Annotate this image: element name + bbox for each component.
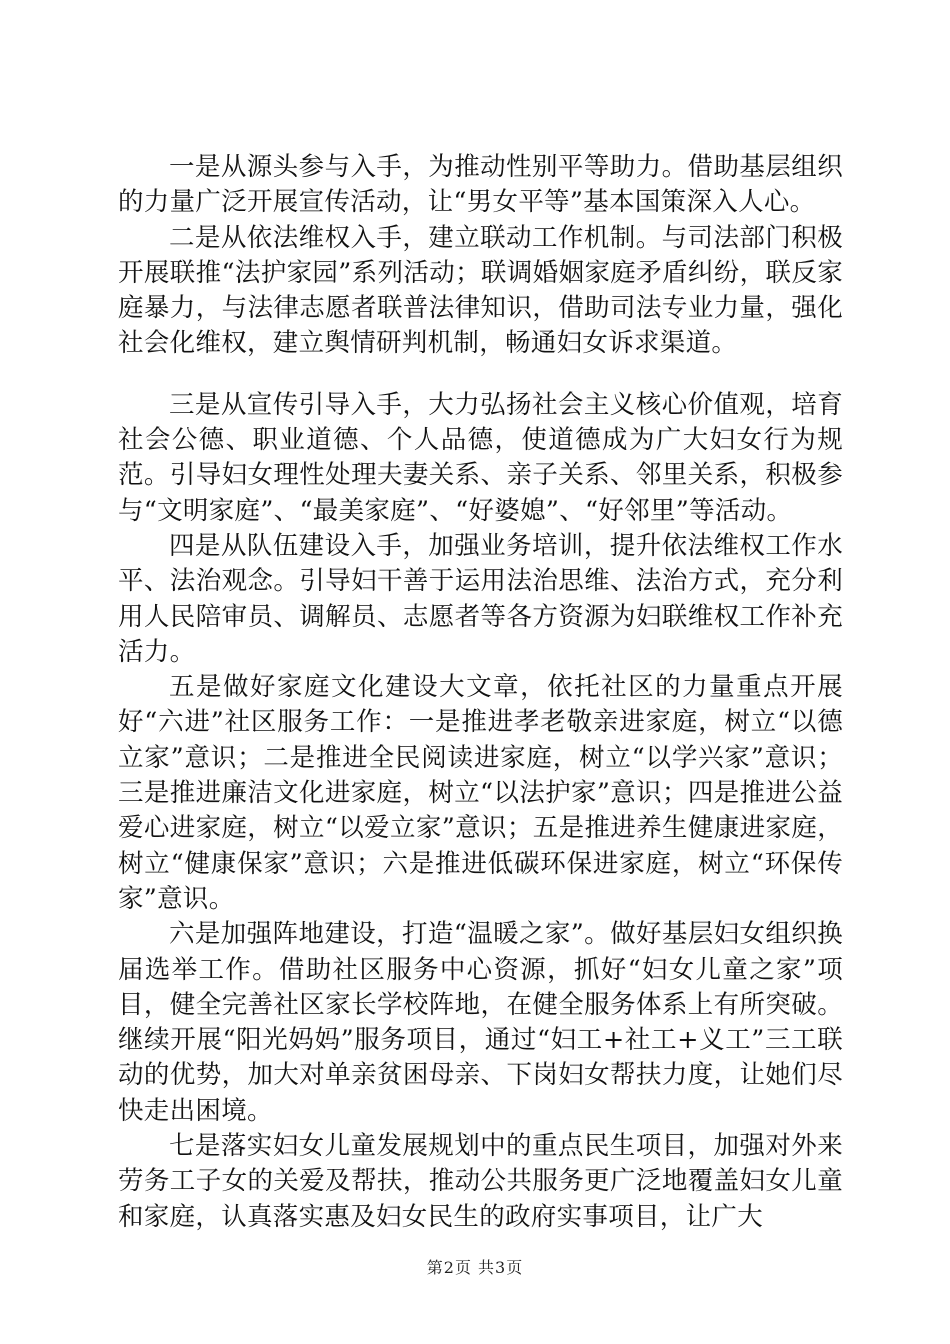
paragraph-4: 四是从队伍建设入手，加强业务培训，提升依法维权工作水平、法治观念。引导妇干善于运用法治思维、法治方式，充分利用人民陪审员、调解员、志愿者等各方资源为妇联维权工作补充活力。 — [118, 530, 843, 667]
paragraph-1: 一是从源头参与入手，为推动性别平等助力。借助基层组织的力量广泛开展宣传活动，让“男女平等”基本国策深入人心。 — [118, 152, 843, 218]
document-body — [118, 150, 843, 1235]
paragraph-5: 五是做好家庭文化建设大文章，依托社区的力量重点开展好“六进”社区服务工作：一是推进孝老敬亲进家庭，树立“以德立家”意识；二是推进全民阅读进家庭，树立“以学兴家”意识；三是推进廉洁文化进家庭，树立“以法护家”意识；四是推进公益爱心进家庭，树立“以爱立家”意识；五是推进养生健康进家庭，树立“健康保家”意识；六是推进低碳环保进家庭，树立“环保传家”意识。 — [118, 672, 843, 914]
paragraph-3: 三是从宣传引导入手，大力弘扬社会主义核心价值观，培育社会公德、职业道德、个人品德，使道德成为广大妇女行为规范。引导妇女理性处理夫妻关系、亲子关系、邻里关系，积极参与“文明家庭”、“最美家庭”、“好婆媳”、“好邻里”等活动。 — [118, 389, 843, 526]
page-footer: 第2页 共3页 — [426, 1258, 524, 1277]
paragraph-2: 二是从依法维权入手，建立联动工作机制。与司法部门积极开展联推“法护家园”系列活动；联调婚姻家庭矛盾纠纷，联反家庭暴力，与法律志愿者联普法律知识，借助司法专业力量，强化社会化维权，建立舆情研判机制，畅通妇女诉求渠道。 — [118, 222, 843, 359]
paragraph-6: 六是加强阵地建设，打造“温暖之家”。做好基层妇女组织换届选举工作。借助社区服务中心资源，抓好“妇女儿童之家”项目，健全完善社区家长学校阵地，在健全服务体系上有所突破。继续开展“阳光妈妈”服务项目，通过“妇工+社工+义工”三工联动的优势，加大对单亲贫困母亲、下岗妇女帮扶力度，让她们尽快走出困境。 — [118, 919, 843, 1126]
paragraph-7: 七是落实妇女儿童发展规划中的重点民生项目，加强对外来劳务工子女的关爱及帮扶，推动公共服务更广泛地覆盖妇女儿童和家庭，认真落实惠及妇女民生的政府实事项目，让广大 — [118, 1131, 843, 1232]
